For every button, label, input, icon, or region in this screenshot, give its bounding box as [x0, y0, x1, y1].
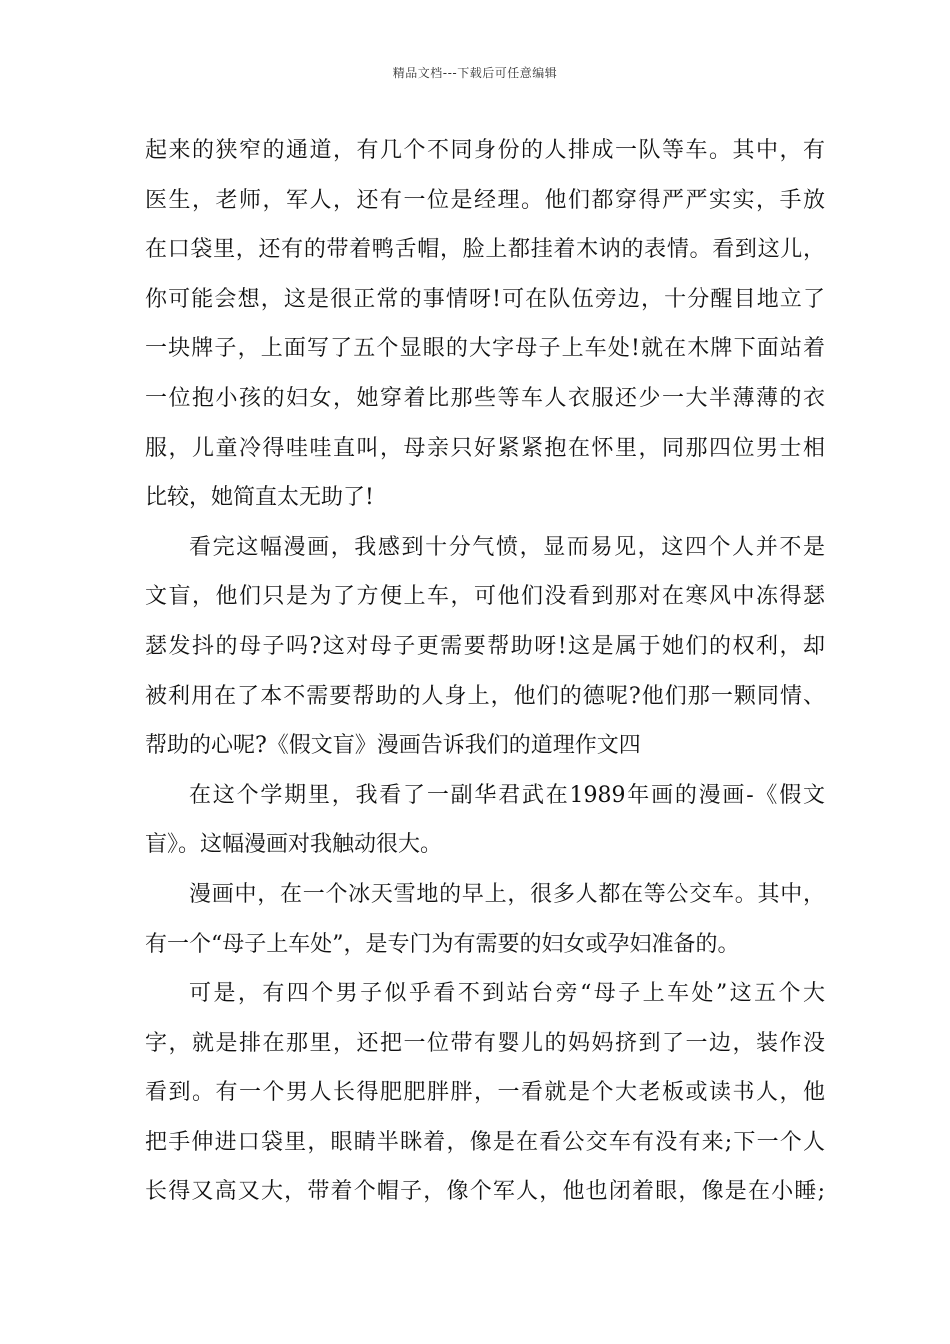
text-line: 瑟发抖的母子吗?这对母子更需要帮助呀!这是属于她们的权利，却	[145, 633, 825, 659]
text-line: 长得又高又大，带着个帽子，像个军人，他也闭着眼，像是在小睡;	[145, 1179, 825, 1205]
text-line: 一块牌子，上面写了五个显眼的大字母子上车处!就在木牌下面站着	[145, 336, 825, 362]
document-body	[145, 126, 825, 1217]
text-line: 把手伸进口袋里，眼睛半眯着，像是在看公交车有没有来;下一个人	[145, 1129, 825, 1155]
text-line: 看到。有一个男人长得肥肥胖胖，一看就是个大老板或读书人，他	[145, 1080, 825, 1106]
page-header: 精品文档---下载后可任意编辑	[392, 66, 558, 80]
text-line: 有一个“母子上车处”，是专门为有需要的妇女或孕妇准备的。	[145, 931, 740, 957]
text-line: 看完这幅漫画，我感到十分气愤，显而易见，这四个人并不是	[189, 534, 825, 560]
text-line: 文盲，他们只是为了方便上车，可他们没看到那对在寒风中冻得瑟	[145, 584, 825, 610]
text-line: 字，就是排在那里，还把一位带有婴儿的妈妈挤到了一边，装作没	[145, 1030, 825, 1056]
text-line: 帮助的心呢?《假文盲》漫画告诉我们的道理作文四	[145, 733, 641, 759]
text-line: 漫画中，在一个冰天雪地的早上，很多人都在等公交车。其中，	[189, 881, 825, 907]
text-line: 一位抱小孩的妇女，她穿着比那些等车人衣服还少一大半薄薄的衣	[145, 385, 825, 411]
text-line: 被利用在了本不需要帮助的人身上，他们的德呢?他们那一颗同情、	[145, 683, 825, 709]
text-line: 比较，她简直太无助了!	[145, 485, 374, 511]
text-line: 你可能会想，这是很正常的事情呀!可在队伍旁边，十分醒目地立了	[145, 286, 825, 312]
text-line: 医生，老师，军人，还有一位是经理。他们都穿得严严实实，手放	[145, 187, 825, 213]
text-line: 在口袋里，还有的带着鸭舌帽，脸上都挂着木讷的表情。看到这儿，	[145, 237, 825, 263]
text-line: 可是，有四个男子似乎看不到站台旁“母子上车处”这五个大	[189, 981, 825, 1007]
text-line: 在这个学期里，我看了一副华君武在1989年画的漫画-《假文	[189, 782, 825, 808]
text-line: 服，儿童冷得哇哇直叫，母亲只好紧紧抱在怀里，同那四位男士相	[145, 435, 825, 461]
text-line: 起来的狭窄的通道，有几个不同身份的人排成一队等车。其中，有	[145, 138, 825, 163]
text-line: 盲》。这幅漫画对我触动很大。	[145, 832, 443, 858]
